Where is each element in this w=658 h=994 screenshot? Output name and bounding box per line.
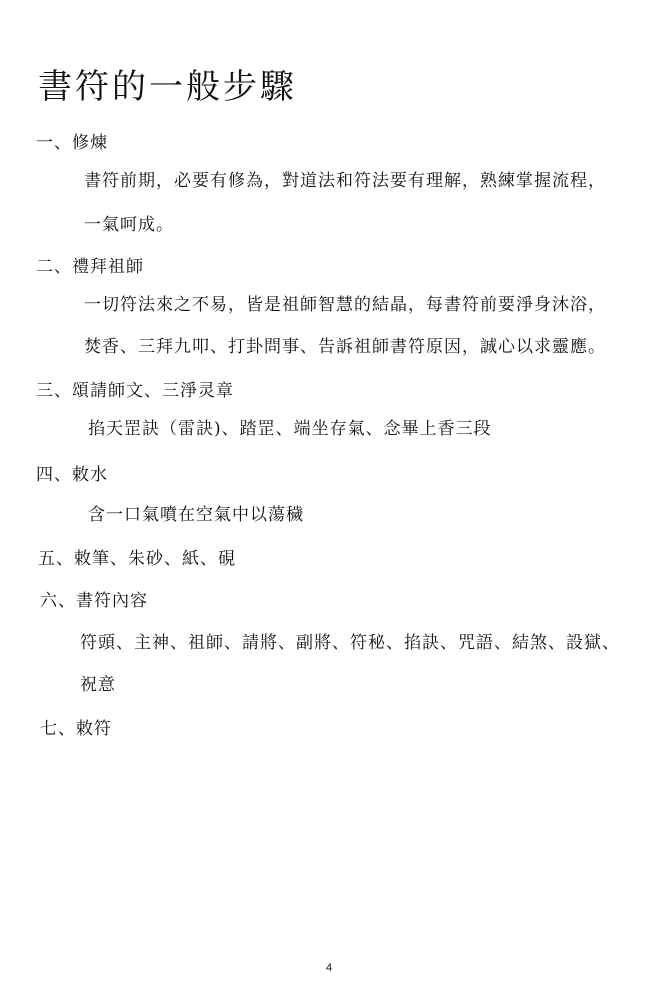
body-line: 祝意 bbox=[80, 675, 116, 695]
section-heading: 一、修煉 bbox=[36, 133, 108, 153]
body-line: 符頭、主神、祖師、請將、副將、符秘、掐訣、咒語、結煞、設獄、 bbox=[80, 633, 620, 653]
page-title: 書符的一般步驟 bbox=[38, 66, 297, 107]
body-line: 焚香、三拜九叩、打卦問事、告訴祖師書符原因，誠心以求靈應。 bbox=[84, 337, 606, 357]
body-line: 掐天罡訣（雷訣)、踏罡、端坐存氣、念畢上香三段 bbox=[88, 419, 492, 439]
section-heading: 五、敕筆、朱砂、紙、硯 bbox=[38, 549, 236, 569]
section-heading: 二、禮拜祖師 bbox=[36, 257, 144, 277]
body-line: 一切符法來之不易，皆是祖師智慧的結晶，每書符前要淨身沐浴， bbox=[84, 295, 606, 315]
page-number: 4 bbox=[325, 962, 333, 974]
body-line: 一氣呵成。 bbox=[84, 215, 174, 235]
section-heading: 三、頌請師文、三淨灵章 bbox=[36, 381, 234, 401]
section-heading: 六、書符內容 bbox=[40, 591, 148, 611]
section-heading: 七、敕符 bbox=[40, 719, 112, 739]
section-heading: 四、敕水 bbox=[36, 465, 108, 485]
body-line: 書符前期，必要有修為，對道法和符法要有理解，熟練掌握流程， bbox=[84, 171, 606, 191]
body-line: 含一口氣噴在空氣中以蕩穢 bbox=[88, 505, 304, 525]
